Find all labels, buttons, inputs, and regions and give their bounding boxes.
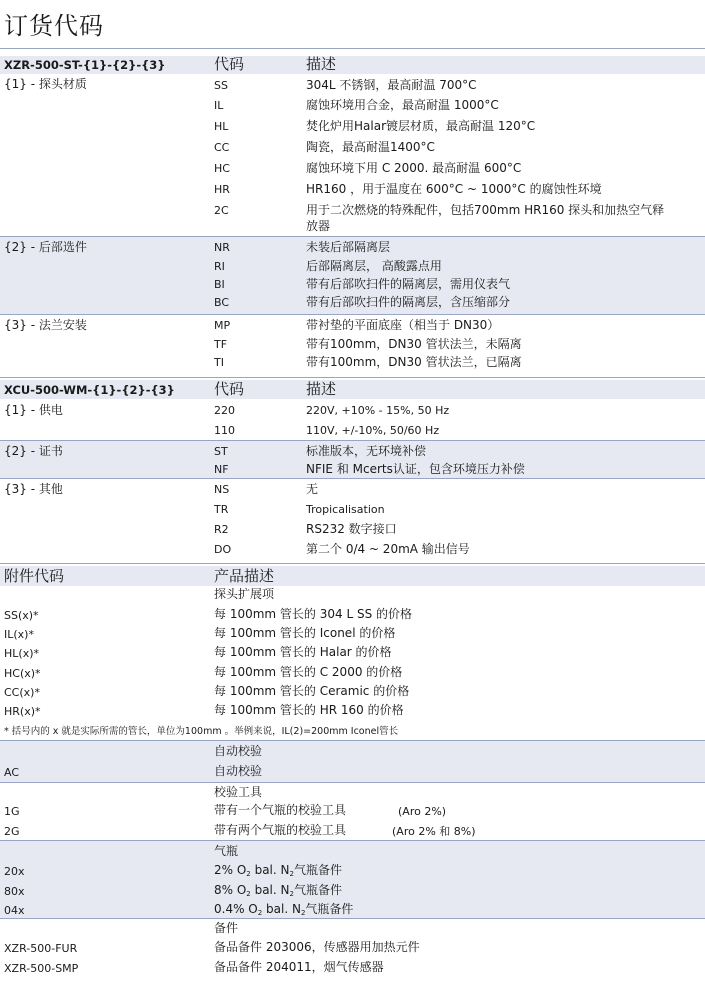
option-desc: 110V, +/-10%, 50/60 Hz	[306, 424, 440, 437]
option-desc: 未装后部隔离层	[306, 240, 391, 254]
group-label-rear-options: {2} - 后部选件	[4, 240, 87, 254]
option-code: R2	[214, 523, 229, 536]
accessory-code: HR(x)*	[4, 705, 41, 718]
option-code: NS	[214, 483, 230, 496]
option-desc: Tropicalisation	[306, 503, 385, 516]
option-code: IL	[214, 99, 224, 112]
option-desc: NFIE 和 Mcerts认证，包含环境压力补偿	[306, 462, 525, 476]
accessory-code: AC	[4, 766, 20, 779]
option-code: RI	[214, 260, 225, 273]
accessory-desc: 带有一个气瓶的校验工具	[214, 803, 347, 817]
divider	[0, 918, 705, 919]
col-code-header: 代码	[214, 55, 245, 73]
gas-balance: bal. N	[250, 863, 290, 877]
gas-pct: 8% O	[214, 883, 247, 897]
divider	[0, 782, 705, 783]
autocal-title: 自动校验	[214, 744, 263, 758]
divider	[0, 740, 705, 741]
option-desc: 带有后部吹扫件的隔离层，需用仪表气	[306, 277, 511, 291]
gas-pct: 0.4% O	[214, 902, 258, 916]
option-desc: RS232 数字接口	[306, 522, 397, 536]
accessory-desc	[214, 862, 342, 882]
option-code: TR	[214, 503, 229, 516]
option-code: HR	[214, 183, 230, 196]
accessory-desc: 每 100mm 管长的 Iconel 的价格	[214, 626, 396, 640]
accessory-desc	[214, 882, 342, 902]
accessory-desc: 每 100mm 管长的 Ceramic 的价格	[214, 684, 410, 698]
spares-title: 备件	[214, 921, 239, 935]
divider	[0, 478, 705, 479]
option-code: CC	[214, 141, 230, 154]
divider	[0, 314, 705, 315]
accessory-desc: 带有两个气瓶的校验工具	[214, 823, 347, 837]
accessory-desc: 每 100mm 管长的 HR 160 的价格	[214, 703, 404, 717]
option-desc: 陶瓷，最高耐温1400°C	[306, 140, 435, 154]
gas-balance: bal. N	[250, 883, 290, 897]
accessory-code-header: 附件代码	[4, 567, 65, 585]
group-label-other: {3} - 其他	[4, 482, 63, 496]
gas-tail: 气瓶备件	[305, 902, 354, 916]
divider	[0, 377, 705, 378]
accessory-note: (Aro 2% 和 8%)	[392, 825, 476, 838]
option-desc: 后部隔离层， 高酸露点用	[306, 259, 442, 273]
option-desc: 带有100mm，DN30 管状法兰，已隔离	[306, 355, 522, 369]
oxygen-subscript: 2	[246, 890, 251, 898]
page-title: 订货代码	[4, 12, 104, 40]
accessory-desc: 备品备件 203006，传感器用加热元件	[214, 940, 420, 954]
option-code: 220	[214, 404, 235, 417]
accessory-code: 04x	[4, 904, 25, 917]
gas-tail: 气瓶备件	[293, 863, 342, 877]
gas-title: 气瓶	[214, 844, 239, 858]
option-code: TF	[214, 338, 228, 351]
accessory-desc: 备品备件 204011，烟气传感器	[214, 960, 384, 974]
option-code: HC	[214, 162, 230, 175]
col-desc-header: 描述	[306, 380, 337, 398]
divider	[0, 563, 705, 564]
option-code: BI	[214, 278, 225, 291]
extension-title: 探头扩展项	[214, 587, 275, 601]
accessory-code: CC(x)*	[4, 686, 40, 699]
option-code: SS	[214, 79, 228, 92]
accessory-code: 1G	[4, 805, 20, 818]
option-desc: 带衬垫的平面底座（相当于 DN30）	[306, 318, 500, 332]
option-code: 2C	[214, 204, 229, 217]
oxygen-subscript: 2	[257, 909, 263, 917]
accessory-code: IL(x)*	[4, 628, 34, 641]
option-code: 110	[214, 424, 235, 437]
divider	[0, 48, 705, 49]
group-band	[0, 740, 705, 782]
option-desc-continued: 放器	[306, 219, 331, 233]
accessory-code: HC(x)*	[4, 667, 41, 680]
accessory-code: SS(x)*	[4, 609, 39, 622]
accessory-note: (Aro 2%)	[398, 805, 447, 818]
option-code: ST	[214, 445, 228, 458]
caltool-title: 校验工具	[214, 785, 263, 799]
accessory-code: 20x	[4, 865, 25, 878]
group-label-certificate: {2} - 证书	[4, 444, 63, 458]
header-band	[0, 566, 705, 586]
option-desc: 带有后部吹扫件的隔离层，含压缩部分	[306, 295, 511, 309]
group-label-probe-material: {1} - 探头材质	[4, 77, 87, 91]
divider	[0, 236, 705, 237]
nitrogen-subscript: 2	[289, 870, 294, 878]
gas-balance: bal. N	[262, 902, 301, 916]
accessory-desc: 每 100mm 管长的 Halar 的价格	[214, 645, 392, 659]
option-code: MP	[214, 319, 231, 332]
divider	[0, 840, 705, 841]
option-code: TI	[214, 356, 224, 369]
accessory-code: XZR-500-FUR	[4, 942, 78, 955]
option-code: BC	[214, 296, 230, 309]
option-desc: 用于二次燃烧的特殊配件，包括700mm HR160 探头和加热空气释	[306, 203, 665, 217]
accessory-code: 2G	[4, 825, 20, 838]
footnote: * 括号内的 x 就是实际所需的管长，单位为100mm 。举例来说，IL(2)=200mm Iconel管长	[4, 726, 399, 737]
option-code: NF	[214, 463, 229, 476]
col-code-header: 代码	[214, 380, 245, 398]
option-desc: 第二个 0/4 ~ 20mA 输出信号	[306, 542, 470, 556]
option-desc: 标准版本，无环境补偿	[306, 444, 427, 458]
gas-tail: 气瓶备件	[293, 883, 342, 897]
option-desc: 304L 不锈钢，最高耐温 700°C	[306, 78, 477, 92]
product-desc-header: 产品描述	[214, 567, 275, 585]
group-label-power: {1} - 供电	[4, 403, 63, 417]
option-desc: 腐蚀环境下用 C 2000. 最高耐温 600°C	[306, 161, 522, 175]
option-code: NR	[214, 241, 230, 254]
option-code: DO	[214, 543, 232, 556]
option-desc: 无	[306, 482, 319, 496]
gas-pct: 2% O	[214, 863, 247, 877]
option-desc: HR160 ，用于温度在 600°C ~ 1000°C 的腐蚀性环境	[306, 182, 602, 196]
accessory-desc: 每 100mm 管长的 C 2000 的价格	[214, 665, 403, 679]
accessory-desc: 每 100mm 管长的 304 L SS 的价格	[214, 607, 412, 621]
option-desc: 焚化炉用Halar镀层材质，最高耐温 120°C	[306, 119, 536, 133]
transmitter-order-code: XCU-500-WM-{1}-{2}-{3}	[4, 383, 175, 397]
group-label-flange: {3} - 法兰安装	[4, 318, 87, 332]
option-desc: 带有100mm，DN30 管状法兰，未隔离	[306, 337, 522, 351]
col-desc-header: 描述	[306, 55, 337, 73]
accessory-code: HL(x)*	[4, 647, 39, 660]
divider	[0, 440, 705, 441]
accessory-code: XZR-500-SMP	[4, 962, 79, 975]
accessory-code: 80x	[4, 885, 25, 898]
nitrogen-subscript: 2	[300, 909, 306, 917]
accessory-desc: 自动校验	[214, 764, 263, 778]
option-code: HL	[214, 120, 229, 133]
nitrogen-subscript: 2	[289, 890, 294, 898]
probe-order-code: XZR-500-ST-{1}-{2}-{3}	[4, 58, 166, 72]
option-desc: 220V, +10% - 15%, 50 Hz	[306, 404, 450, 417]
option-desc: 腐蚀环境用合金，最高耐温 1000°C	[306, 98, 499, 112]
oxygen-subscript: 2	[246, 870, 251, 878]
